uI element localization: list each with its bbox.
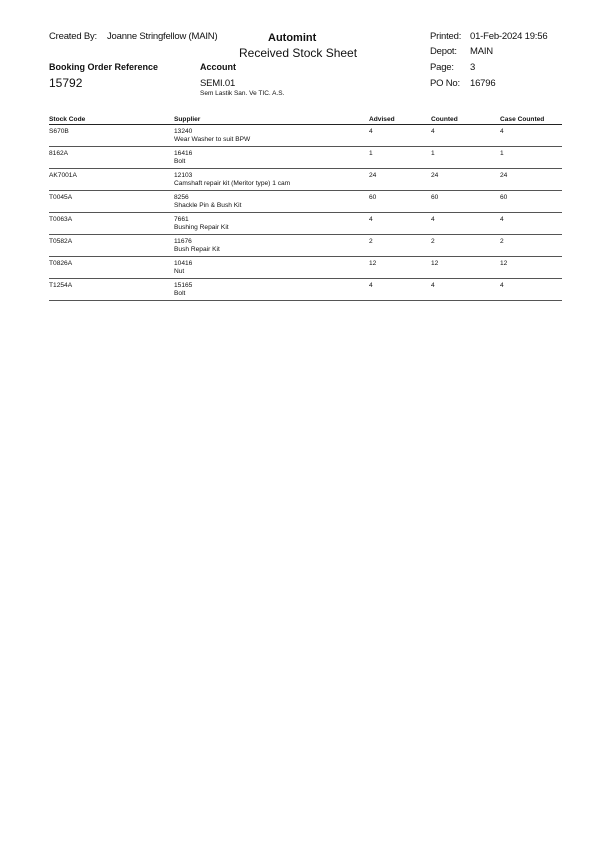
counted-cell: 24 [431, 169, 500, 191]
case-counted-cell: 1 [500, 147, 562, 169]
supplier-cell [174, 191, 369, 213]
counted-cell: 2 [431, 235, 500, 257]
po-value: 16796 [470, 78, 496, 89]
booking-ref-value: 15792 [49, 76, 83, 90]
column-header-counted: Counted [431, 113, 500, 125]
supplier-code: 10416 [174, 260, 193, 267]
table-row [49, 213, 562, 235]
advised-cell: 4 [369, 125, 431, 147]
advised-cell: 4 [369, 213, 431, 235]
supplier-code: 8256 [174, 194, 189, 201]
page-value: 3 [470, 62, 476, 73]
column-header-advised: Advised [369, 113, 431, 125]
stock-code-cell: T0582A [49, 235, 174, 257]
column-header-case-counted: Case Counted [500, 113, 562, 125]
stock-code-cell: 8162A [49, 147, 174, 169]
counted-cell: 4 [431, 279, 500, 301]
case-counted-cell: 60 [500, 191, 562, 213]
booking-ref-label: Booking Order Reference [49, 62, 159, 72]
sheet-title: Received Stock Sheet [239, 46, 358, 60]
po-label: PO No: [430, 78, 460, 89]
counted-cell: 4 [431, 213, 500, 235]
table-row [49, 147, 562, 169]
stock-code-cell: S670B [49, 125, 174, 147]
column-header-supplier: Supplier [174, 113, 369, 125]
created-by-label: Created By: [49, 31, 97, 42]
item-description: Bushing Repair Kit [174, 224, 229, 231]
table-row [49, 257, 562, 279]
item-description: Wear Washer to suit BPW [174, 136, 251, 143]
counted-cell: 12 [431, 257, 500, 279]
advised-cell: 1 [369, 147, 431, 169]
advised-cell: 12 [369, 257, 431, 279]
table-row [49, 191, 562, 213]
item-description: Bolt [174, 158, 186, 165]
supplier-code: 11676 [174, 238, 192, 245]
case-counted-cell: 2 [500, 235, 562, 257]
company-name: Automint [268, 32, 317, 44]
account-code: SEMI.01 [200, 78, 236, 89]
printed-label: Printed: [430, 31, 462, 42]
supplier-cell [174, 257, 369, 279]
item-description: Nut [174, 268, 185, 275]
supplier-cell [174, 125, 369, 147]
stock-code-cell: T1254A [49, 279, 174, 301]
stock-code-cell: AK7001A [49, 169, 174, 191]
advised-cell: 2 [369, 235, 431, 257]
table-row [49, 279, 562, 301]
supplier-code: 13240 [174, 128, 193, 135]
stock-code-cell: T0045A [49, 191, 174, 213]
case-counted-cell: 4 [500, 213, 562, 235]
stock-code-cell: T0826A [49, 257, 174, 279]
case-counted-cell: 12 [500, 257, 562, 279]
case-counted-cell: 4 [500, 279, 562, 301]
supplier-cell [174, 279, 369, 301]
printed-value: 01-Feb-2024 19:56 [470, 31, 548, 42]
supplier-cell [174, 147, 369, 169]
advised-cell: 24 [369, 169, 431, 191]
counted-cell: 1 [431, 147, 500, 169]
table-row [49, 169, 562, 191]
item-description: Bush Repair Kit [174, 246, 220, 253]
case-counted-cell: 24 [500, 169, 562, 191]
account-name: Sem Lastik San. Ve TIC. A.S. [200, 90, 285, 97]
page-label: Page: [430, 62, 454, 73]
counted-cell: 60 [431, 191, 500, 213]
table-header-row [49, 113, 562, 125]
supplier-cell [174, 235, 369, 257]
item-description: Bolt [174, 290, 186, 297]
table-row [49, 235, 562, 257]
advised-cell: 4 [369, 279, 431, 301]
supplier-code: 12103 [174, 172, 193, 179]
supplier-cell [174, 169, 369, 191]
case-counted-cell: 4 [500, 125, 562, 147]
stock-code-cell: T0063A [49, 213, 174, 235]
created-by-value: Joanne Stringfellow (MAIN) [107, 31, 218, 42]
column-header-stock-code: Stock Code [49, 113, 174, 125]
item-description: Shackle Pin & Bush Kit [174, 202, 242, 209]
account-label: Account [200, 62, 236, 72]
depot-value: MAIN [470, 46, 493, 57]
supplier-code: 15165 [174, 282, 193, 289]
stock-table [49, 113, 562, 301]
supplier-code: 16416 [174, 150, 193, 157]
counted-cell: 4 [431, 125, 500, 147]
depot-label: Depot: [430, 46, 457, 57]
item-description: Camshaft repair kit (Meritor type) 1 cam [174, 180, 291, 187]
supplier-cell [174, 213, 369, 235]
supplier-code: 7661 [174, 216, 189, 223]
advised-cell: 60 [369, 191, 431, 213]
table-row [49, 125, 562, 147]
